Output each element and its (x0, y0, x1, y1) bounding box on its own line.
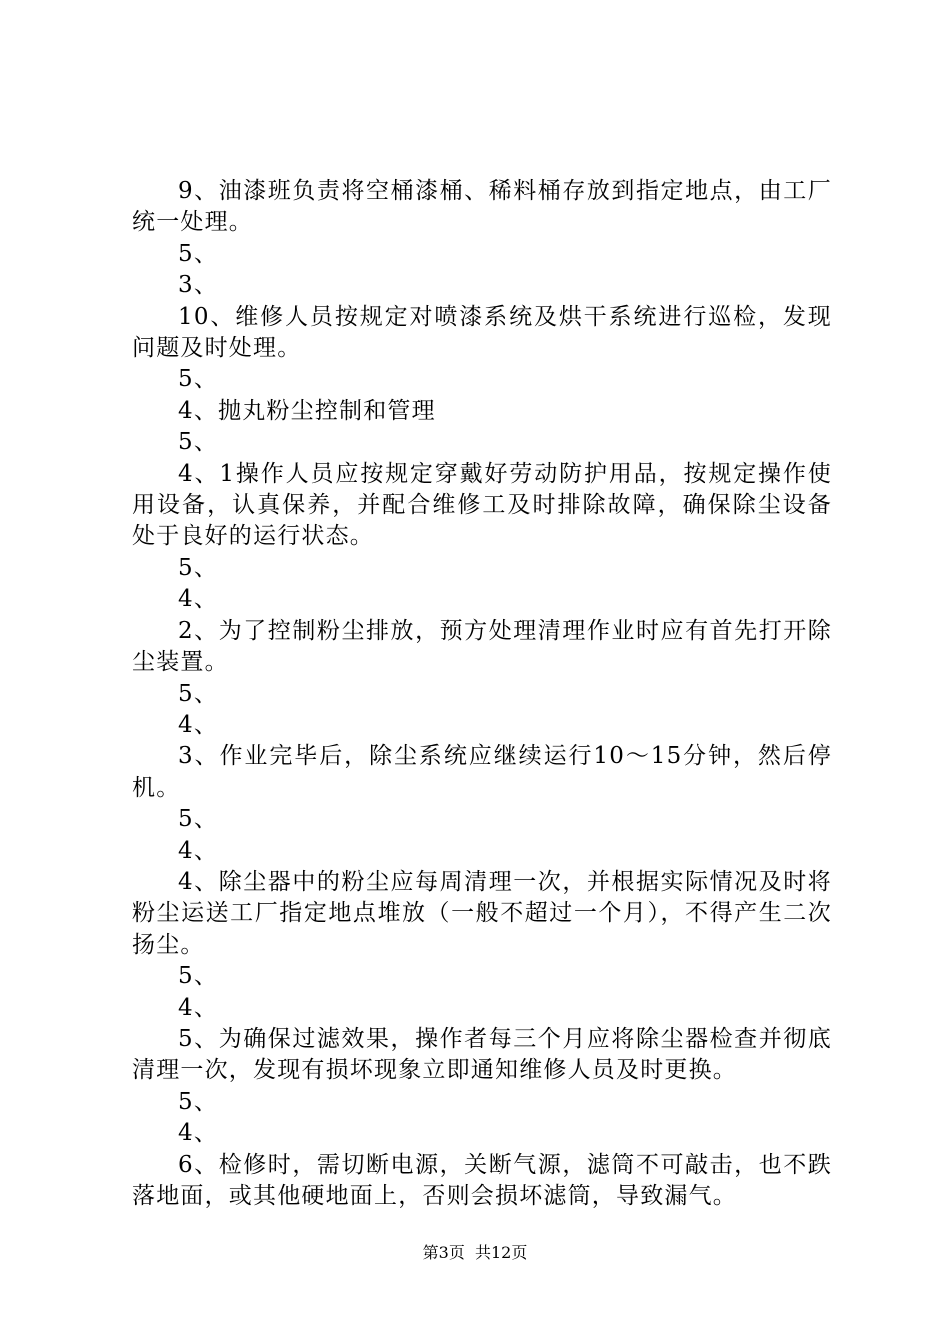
paragraph: 5、 (178, 680, 219, 707)
paragraph: 5、 (178, 554, 219, 581)
page-number: 第3页 共12页 (422, 1243, 528, 1262)
paragraph: 2、为了控制粉尘排放，预方处理清理作业时应有首先打开除尘装置。 (132, 617, 832, 676)
paragraph: 5、 (178, 806, 219, 833)
paragraph: 4、 (178, 837, 219, 864)
page-footer (0, 1243, 950, 1263)
paragraph: 3、 (178, 272, 219, 299)
paragraph: 4、1操作人员应按规定穿戴好劳动防护用品，按规定操作使用设备，认真保养，并配合维修工及时排除故障，确保除尘设备处于良好的运行状态。 (132, 460, 832, 550)
paragraph: 4、 (178, 586, 219, 613)
paragraph: 9、油漆班负责将空桶漆桶、稀料桶存放到指定地点，由工厂统一处理。 (132, 178, 832, 236)
paragraph: 5、 (178, 366, 219, 393)
section-heading: 4、抛丸粉尘控制和管理 (178, 397, 436, 424)
paragraph: 5、 (178, 1088, 219, 1115)
paragraph: 4、 (178, 994, 219, 1021)
document-body (132, 176, 832, 1212)
paragraph: 5、 (178, 963, 219, 990)
paragraph: 3、作业完毕后，除尘系统应继续运行10～15分钟，然后停机。 (132, 743, 832, 801)
paragraph: 5、为确保过滤效果，操作者每三个月应将除尘器检查并彻底清理一次，发现有损坏现象立即通知维修人员及时更换。 (132, 1025, 832, 1084)
paragraph: 5、 (178, 429, 219, 456)
paragraph: 10、维修人员按规定对喷漆系统及烘干系统进行巡检，发现问题及时处理。 (132, 303, 832, 362)
paragraph: 4、除尘器中的粉尘应每周清理一次，并根据实际情况及时将粉尘运送工厂指定地点堆放（一般不超过一个月），不得产生二次扬尘。 (132, 868, 832, 958)
paragraph: 6、检修时，需切断电源，关断气源，滤筒不可敲击，也不跌落地面，或其他硬地面上，否则会损坏滤筒，导致漏气。 (132, 1151, 832, 1209)
paragraph: 4、 (178, 711, 219, 738)
paragraph: 4、 (178, 1120, 219, 1147)
paragraph: 5、 (178, 240, 219, 267)
